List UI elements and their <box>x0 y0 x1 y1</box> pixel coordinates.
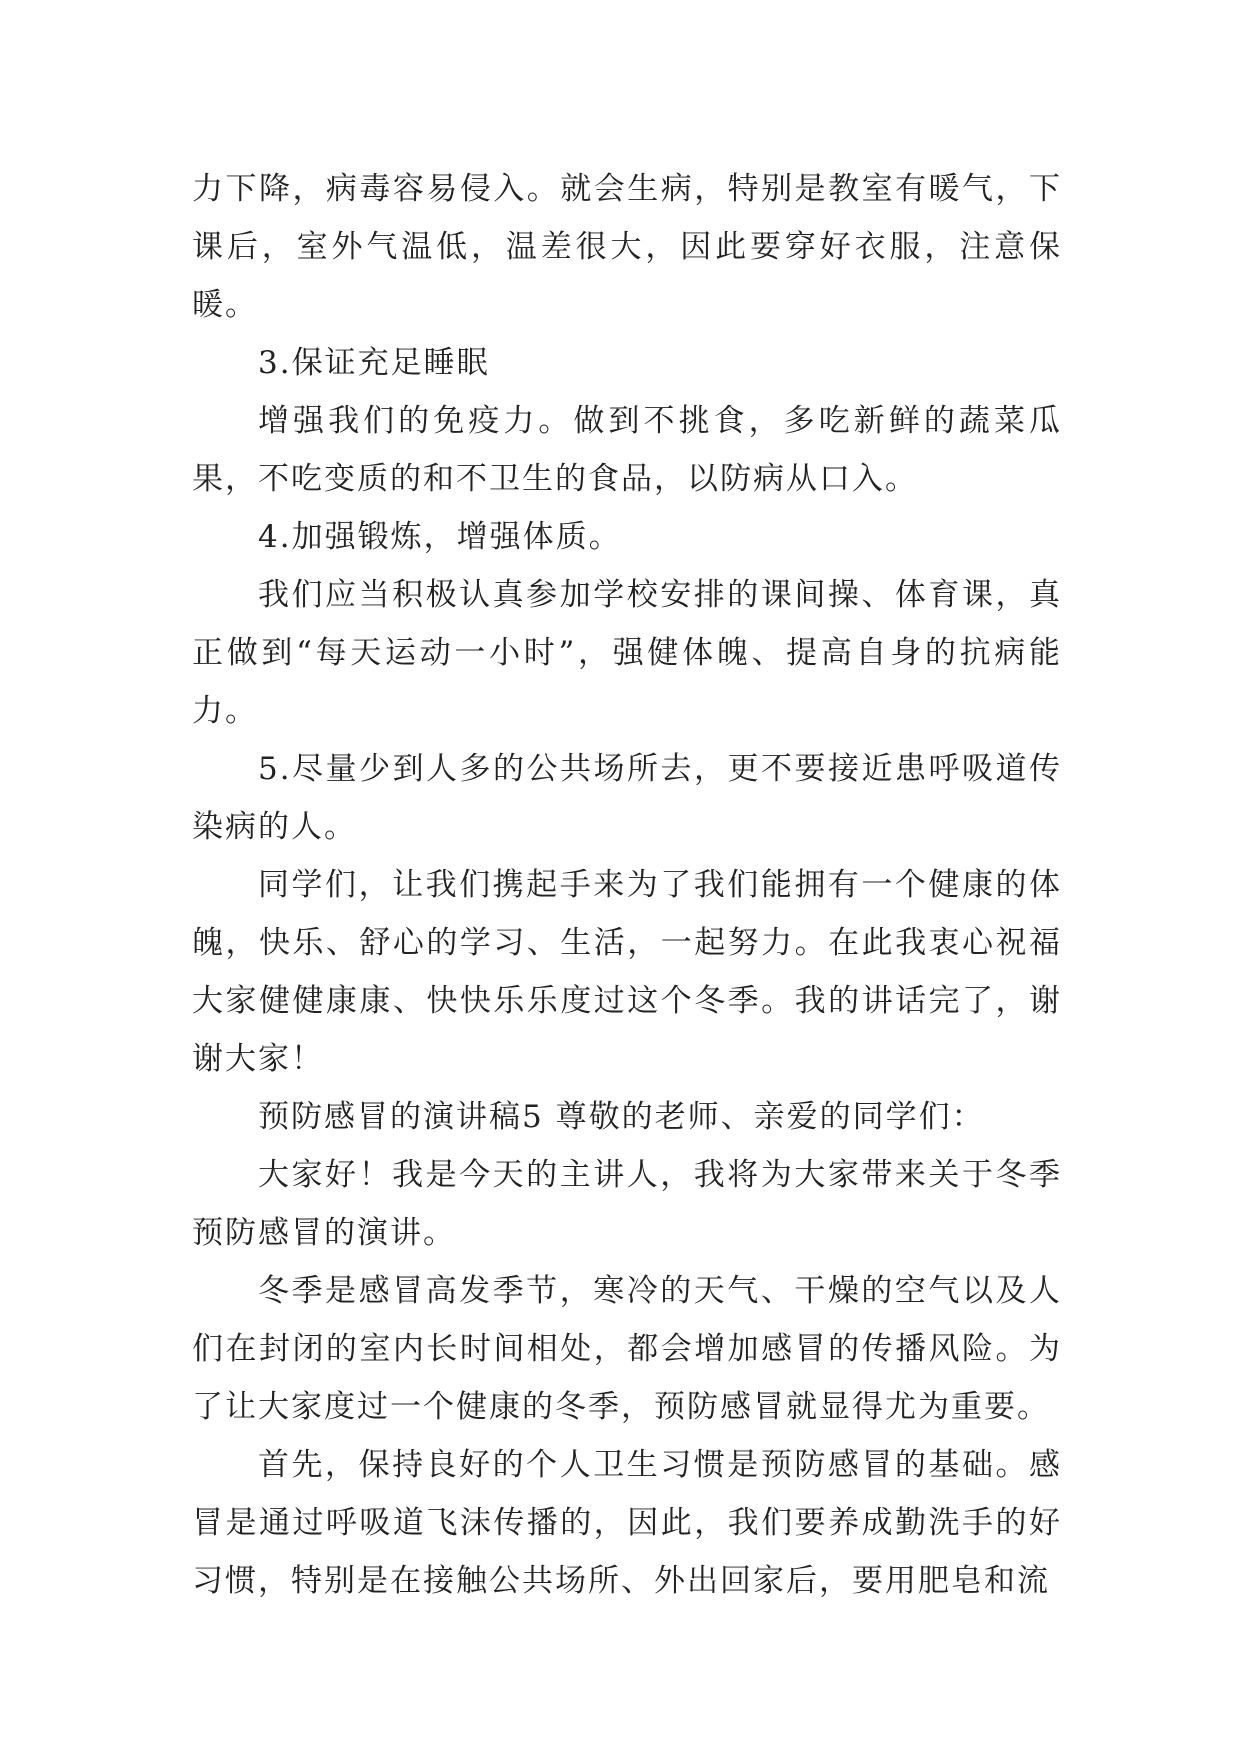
paragraph: 增强我们的免疫力。做到不挑食，多吃新鲜的蔬菜瓜果，不吃变质的和不卫生的食品，以防病从口入。 <box>192 403 1062 497</box>
speech-title: 预防感冒的演讲稿5 尊敬的老师、亲爱的同学们： <box>258 1099 985 1135</box>
heading-item-3: 3.保证充足睡眠 <box>258 345 490 381</box>
paragraph: 大家好！我是今天的主讲人，我将为大家带来关于冬季预防感冒的演讲。 <box>192 1157 1062 1251</box>
paragraph-continuation: 力下降，病毒容易侵入。就会生病，特别是教室有暖气，下课后，室外气温低，温差很大，因此要穿好衣服，注意保暖。 <box>192 171 1062 323</box>
paragraph: 同学们，让我们携起手来为了我们能拥有一个健康的体魄，快乐、舒心的学习、生活，一起努力。在此我衷心祝福大家健健康康、快快乐乐度过这个冬季。我的讲话完了，谢谢大家！ <box>192 867 1062 1077</box>
paragraph: 我们应当积极认真参加学校安排的课间操、体育课，真正做到“每天运动一小时”，强健体魄、提高自身的抗病能力。 <box>192 577 1062 729</box>
heading-item-4: 4.加强锻炼，增强体质。 <box>258 519 622 555</box>
document-body <box>192 160 1062 1610</box>
paragraph: 冬季是感冒高发季节，寒冷的天气、干燥的空气以及人们在封闭的室内长时间相处，都会增加感冒的传播风险。为了让大家度过一个健康的冬季，预防感冒就显得尤为重要。 <box>192 1273 1062 1425</box>
heading-item-5: 5.尽量少到人多的公共场所去，更不要接近患呼吸道传染病的人。 <box>192 751 1062 845</box>
paragraph: 首先，保持良好的个人卫生习惯是预防感冒的基础。感冒是通过呼吸道飞沫传播的，因此，我们要养成勤洗手的好习惯，特别是在接触公共场所、外出回家后，要用肥皂和流 <box>192 1447 1062 1599</box>
